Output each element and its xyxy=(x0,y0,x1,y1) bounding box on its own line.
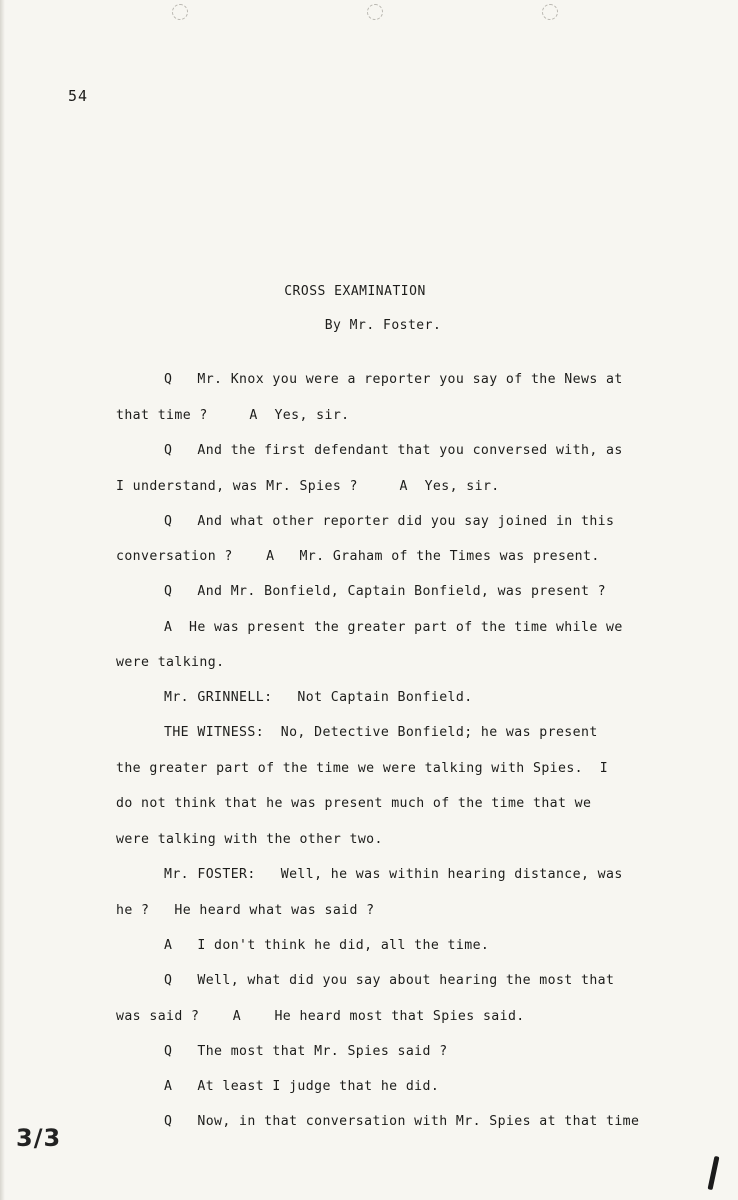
transcript-line: I understand, was Mr. Spies ? A Yes, sir. xyxy=(116,479,500,494)
transcript-line: the greater part of the time we were talking with Spies. I xyxy=(116,761,609,776)
transcript-line: were talking with the other two. xyxy=(116,832,383,847)
transcript-line: was said ? A He heard most that Spies said. xyxy=(116,1009,525,1024)
ink-margin-mark xyxy=(708,1156,720,1190)
page-number: 54 xyxy=(68,87,89,105)
transcript-line: A At least I judge that he did. xyxy=(164,1079,440,1094)
transcript-line: Q Well, what did you say about hearing the most that xyxy=(164,973,615,988)
page-edge-shadow xyxy=(0,0,5,1200)
transcript-line: Q Now, in that conversation with Mr. Spies at that time xyxy=(164,1114,640,1129)
punch-hole-mark xyxy=(542,4,558,20)
transcript-line: A He was present the greater part of the time while we xyxy=(164,620,623,635)
punch-hole-mark xyxy=(367,4,383,20)
transcript-line: do not think that he was present much of the time that we xyxy=(116,796,592,811)
transcript-line: Q And the first defendant that you conversed with, as xyxy=(164,443,623,458)
transcript-line: Q Mr. Knox you were a reporter you say of the News at xyxy=(164,372,623,387)
transcript-line: were talking. xyxy=(116,655,225,670)
examiner-byline: By Mr. Foster. xyxy=(324,318,442,333)
transcript-line: A I don't think he did, all the time. xyxy=(164,938,490,953)
transcript-line: Mr. FOSTER: Well, he was within hearing distance, was xyxy=(164,867,623,882)
transcript-line: conversation ? A Mr. Graham of the Times was present. xyxy=(116,549,600,564)
transcript-line: Q And what other reporter did you say joined in this xyxy=(164,514,615,529)
section-heading: CROSS EXAMINATION xyxy=(284,284,426,299)
transcript-line: THE WITNESS: No, Detective Bonfield; he was present xyxy=(164,725,598,740)
transcript-line: Q The most that Mr. Spies said ? xyxy=(164,1044,448,1059)
handwritten-note: 3/3 xyxy=(16,1124,62,1152)
transcript-line: Mr. GRINNELL: Not Captain Bonfield. xyxy=(164,690,473,705)
punch-hole-mark xyxy=(172,4,188,20)
transcript-line: he ? He heard what was said ? xyxy=(116,903,375,918)
transcript-line: that time ? A Yes, sir. xyxy=(116,408,350,423)
transcript-line: Q And Mr. Bonfield, Captain Bonfield, was present ? xyxy=(164,584,606,599)
